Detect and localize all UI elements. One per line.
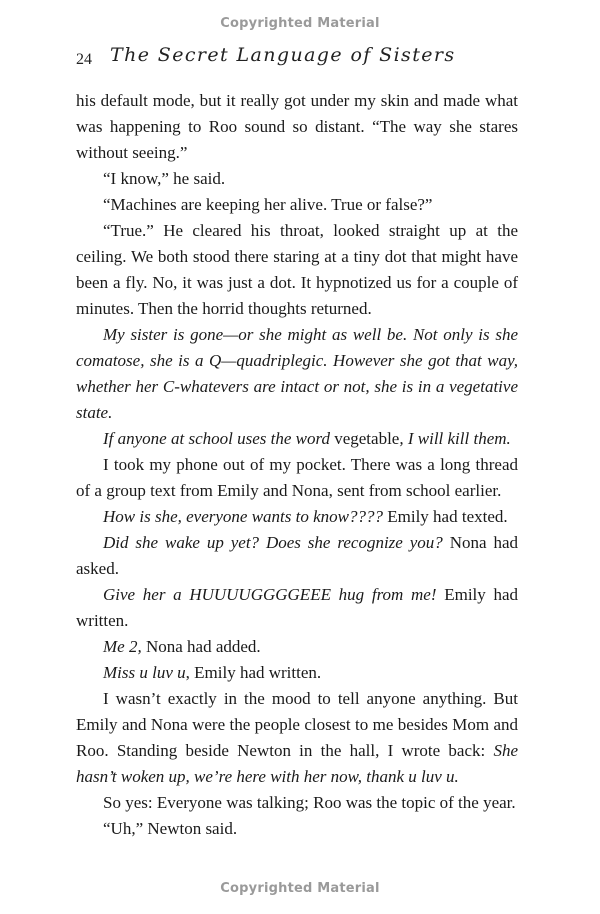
paragraph-12-text-message	[76, 660, 518, 686]
paragraph-5-thought: My sister is gone—or she might as well be. Not only is she comatose, she is a Q—quadriplegic. However she got that way, whether her C-whatevers are intact or not, she is in a vegetative state.	[76, 325, 518, 422]
p6-part-c: , I will kill them.	[399, 429, 511, 448]
p9-attribution: Nona had asked.	[76, 533, 518, 578]
paragraph-9-text-message	[76, 530, 518, 582]
paragraph-2: “I know,” he said.	[103, 169, 226, 188]
p6-part-a: If anyone at school uses the word	[103, 429, 335, 448]
paragraph-10-text-message	[76, 582, 518, 634]
p11-message: Me 2,	[103, 637, 142, 656]
paragraph-3: “Machines are keeping her alive. True or false?”	[103, 195, 433, 214]
p10-attribution: Emily had written.	[76, 585, 518, 630]
p9-message: Did she wake up yet? Does she recognize you?	[103, 533, 443, 552]
p13-reply: She hasn’t woken up, we’re here with her now, thank u luv u.	[76, 741, 518, 786]
paragraph-7: I took my phone out of my pocket. There was a long thread of a group text from Emily and Nona, sent from school earlier.	[76, 455, 518, 500]
p12-attribution: , Emily had written.	[185, 663, 322, 682]
paragraph-1: his default mode, but it really got under my skin and made what was happening to Roo sound so distant. “The way she stares without seeing.”	[76, 91, 518, 162]
p12-message: Miss u luv u	[103, 663, 186, 682]
page-number: 24	[76, 51, 92, 68]
paragraph-13	[76, 686, 518, 790]
p6-word-vegetable: vegetable	[334, 429, 400, 448]
p8-attribution: Emily had texted.	[383, 507, 508, 526]
p13-narration: I wasn’t exactly in the mood to tell anyone anything. But Emily and Nona were the people closest to me besides Mom and Roo. Standing beside Newton in the hall, I wrote back:	[76, 689, 518, 760]
p8-message: How is she, everyone wants to know????	[103, 507, 383, 526]
paragraph-4: “True.” He cleared his throat, looked straight up at the ceiling. We both stood there staring at a tiny dot that might have been a fly. No, it was just a dot. It hypnotized us for a couple of minutes. Then the horrid thoughts returned.	[76, 221, 518, 318]
page-header	[76, 44, 536, 76]
paragraph-8-text-message	[76, 504, 518, 530]
p11-attribution: Nona had added.	[141, 637, 261, 656]
copyright-watermark-top: Copyrighted Material	[220, 16, 380, 31]
running-title: The Secret Language of Sisters	[110, 44, 456, 66]
paragraph-6-thought	[76, 426, 518, 452]
body-text	[76, 88, 518, 842]
p10-message: Give her a HUUUUGGGGEEE hug from me!	[103, 585, 437, 604]
copyright-watermark-bottom: Copyrighted Material	[220, 881, 380, 896]
paragraph-14: So yes: Everyone was talking; Roo was the topic of the year.	[103, 793, 516, 812]
paragraph-15: “Uh,” Newton said.	[103, 819, 238, 838]
paragraph-11-text-message	[76, 634, 518, 660]
